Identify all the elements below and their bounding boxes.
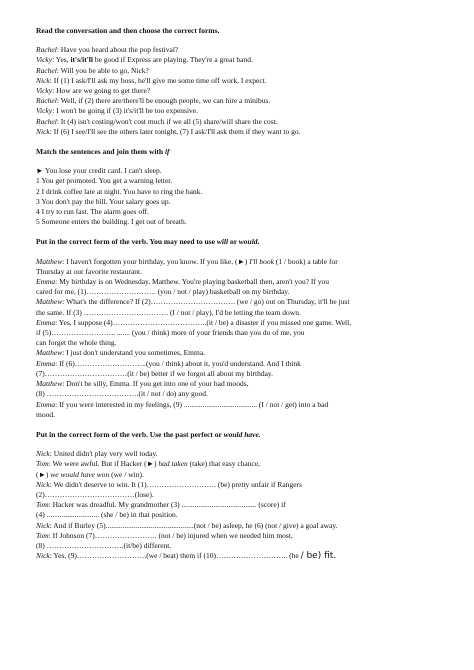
exercise-line — [36, 379, 438, 389]
line-text: (we / win). — [109, 469, 144, 479]
exercise-line — [36, 117, 438, 127]
line-text: : We didn't deserve to win. It (1)………………………. (be) pretty unfair if Rangers — [49, 479, 302, 489]
exercise-heading: Match the sentences and join them with if — [36, 147, 170, 157]
line-text: / be) fit. — [300, 551, 337, 562]
line-text: (2)………………………………(lose). — [36, 489, 154, 499]
line-text: : Hacker was dreadful. My grandmother (3) ........................................ (score) if — [48, 500, 286, 510]
exercise-line — [36, 480, 438, 490]
exercise-heading: Put in the correct form of the verb. Use the past perfect or would have. — [36, 429, 261, 439]
exercise-line — [36, 510, 438, 520]
exercise-line — [36, 297, 438, 307]
line-text: (8) ………………………….(it/be) different. — [36, 540, 172, 550]
exercise-line — [36, 45, 438, 55]
line-text: (►) — [36, 469, 51, 479]
speaker-name: Matthew — [36, 379, 63, 389]
line-text: 3 You don't pay the bill. Your salary goes up. — [36, 196, 171, 206]
line-text: 4 I try to run fast. The alarm goes off. — [36, 207, 149, 217]
exercise-line — [36, 217, 438, 227]
line-text: : My birthday is on Wednesday, Matthew. You're playing basketball then, aren't you? If you — [55, 277, 330, 287]
line-text: : If you were interested in my feelings, (9) ....................................... (I / not / get) into a bad — [55, 399, 329, 409]
exercise-heading: Put in the correct form of the verb. You may need to use will or would. — [36, 237, 260, 247]
exercise-line — [36, 541, 438, 551]
speaker-name: Nick — [36, 449, 50, 459]
line-text: 5 Someone enters the building. I get out of breath. — [36, 217, 187, 227]
exercise-line — [36, 400, 438, 410]
speaker-name: Nick — [36, 75, 50, 85]
exercise-line — [36, 66, 438, 76]
speaker-name: Vicky — [36, 106, 53, 116]
exercise-line — [36, 267, 438, 277]
line-text: mood. — [36, 409, 55, 419]
line-text: be good if Express are playing. They're a great band. — [92, 55, 253, 65]
speaker-name: Emma — [36, 277, 56, 287]
exercise-line — [36, 490, 438, 500]
line-text: 2 I drink coffee late at night. You have to ring the bank. — [36, 186, 203, 196]
exercise-line — [36, 369, 438, 379]
line-text: 1 You get promoted. You get a warning letter. — [36, 176, 173, 186]
line-text: we would have won — [50, 469, 110, 479]
line-text: : Don't be silly, Emma. If you get into one of your bad moods, — [62, 379, 249, 389]
exercise-line — [36, 338, 438, 348]
line-text: cared for me, (1)………………………. (you / not / play) basketball on my birthday. — [36, 287, 290, 297]
exercise-line — [36, 127, 438, 137]
exercise-line — [36, 197, 438, 207]
exercise-line — [36, 410, 438, 420]
line-text: : If (6)………………………..(you / think) about it, you'd understand. And I think — [55, 358, 301, 368]
line-text: : And if Burley (5)...............................................(not / be) asleep, he (6) (not / give) a goal away. — [49, 520, 338, 530]
speaker-name: Emma — [36, 317, 56, 327]
exercise-line — [36, 328, 438, 338]
line-text: (take) that easy chance, — [187, 459, 261, 469]
exercise-line — [36, 166, 438, 176]
exercise-line — [36, 318, 438, 328]
exercise-line — [36, 449, 438, 459]
line-text: Thursday at our favorite restaurant. — [36, 266, 142, 276]
line-text: (1 / book) a table for — [273, 256, 338, 266]
speaker-name: Nick — [36, 520, 50, 530]
speaker-name: Nick — [36, 479, 50, 489]
line-text: had taken — [158, 459, 188, 469]
exercise-line — [36, 86, 438, 96]
speaker-name: Nick — [36, 126, 50, 136]
speaker-name: Tom — [36, 500, 49, 510]
line-text: it's/it'll — [70, 55, 93, 65]
line-text: : If (6) I see/I'll see the others later tonight, (7) I ask/I'll ask them if they want to go. — [49, 126, 301, 136]
speaker-name: Emma — [36, 399, 56, 409]
exercise-line — [36, 287, 438, 297]
speaker-name: Matthew — [36, 348, 63, 358]
line-text: : If Johnson (7)……………………. (not / be) injured when we needed him most, — [48, 530, 293, 540]
line-text: : We were awful. But if Hacker (►) — [48, 459, 159, 469]
exercise-line — [36, 551, 438, 561]
exercise-line — [36, 308, 438, 318]
line-text: : Have you heard about the pop festival? — [56, 45, 179, 55]
exercise-line — [36, 207, 438, 217]
line-text: : I haven't forgotten your birthday, you know. If you like, (►) — [62, 256, 250, 266]
speaker-name: Rachel — [36, 116, 57, 126]
line-text: : Well, if (2) there are/there'll be enough people, we can hire a minibus. — [56, 96, 271, 106]
line-text: : Yes, — [52, 55, 71, 65]
line-text: : Yes, I suppose (4)………………………………..(it / be) a disaster if you missed one game. Well, — [55, 317, 352, 327]
line-text: : Yes, (9)……………………….(we / beat) them if (10)……………………….. (he — [49, 551, 301, 561]
exercise-section — [36, 26, 438, 137]
speaker-name: Rachel — [36, 96, 57, 106]
line-text: ► You lose your credit card. I can't sleep. — [36, 166, 162, 176]
line-text: : If (1) I ask/I'll ask my boss, he'll give me some time off work, I expect. — [49, 75, 267, 85]
speaker-name: Emma — [36, 358, 56, 368]
exercise-line — [36, 459, 438, 469]
exercise-line — [36, 176, 438, 186]
exercise-line — [36, 55, 438, 65]
line-text: : What's the difference? If (2)……………………………. (we / go) out on Thursday, it'll be just — [62, 297, 350, 307]
speaker-name: Tom — [36, 459, 49, 469]
exercise-line — [36, 521, 438, 531]
speaker-name: Matthew — [36, 256, 63, 266]
line-text: the same. If (3) ……………………………. (I / not / play), I'd be letting the team down. — [36, 307, 301, 317]
exercise-line — [36, 470, 438, 480]
speaker-name: Rachel — [36, 65, 57, 75]
exercise-section — [36, 237, 438, 419]
line-text: (7)……………………………(it / be) better if we forgot all about my birthday. — [36, 368, 274, 378]
line-text: : Will you be able to go, Nick? — [56, 65, 149, 75]
line-text: : How are we going to get there? — [52, 86, 151, 96]
exercise-line — [36, 348, 438, 358]
speaker-name: Vicky — [36, 55, 53, 65]
line-text: : I won't be going if (3) it's/it'll be too expensive. — [52, 106, 199, 116]
exercise-section — [36, 147, 438, 227]
exercise-line — [36, 106, 438, 116]
exercise-line — [36, 277, 438, 287]
exercise-line — [36, 187, 438, 197]
line-text: : United didn't play very well today. — [49, 449, 158, 459]
line-text: (4) ............................ (she / be) in that position. — [36, 510, 178, 520]
speaker-name: Rachel — [36, 45, 57, 55]
line-text: (8) ……………………………….(it / not / do) any good. — [36, 389, 208, 399]
line-text: : It (4) isn't costing/won't cost much if we all (5) share/will share the cost. — [56, 116, 278, 126]
exercise-line — [36, 531, 438, 541]
exercise-line — [36, 500, 438, 510]
speaker-name: Nick — [36, 551, 50, 561]
exercise-line — [36, 76, 438, 86]
speaker-name: Tom — [36, 530, 49, 540]
exercise-line — [36, 257, 438, 267]
line-text: can forget the whole thing. — [36, 338, 117, 348]
exercise-line — [36, 96, 438, 106]
line-text: if (5)…………………….. ....... (you / think) more of your friends than you do of me, you — [36, 328, 305, 338]
speaker-name: Matthew — [36, 297, 63, 307]
exercise-section — [36, 430, 438, 561]
exercise-line — [36, 359, 438, 369]
line-text: : I just don't understand you sometimes, Emma. — [62, 348, 206, 358]
exercise-heading: Read the conversation and then choose the correct forms. — [36, 26, 220, 35]
speaker-name: Vicky — [36, 86, 53, 96]
exercise-line — [36, 389, 438, 399]
line-text: I'll book — [249, 256, 274, 266]
